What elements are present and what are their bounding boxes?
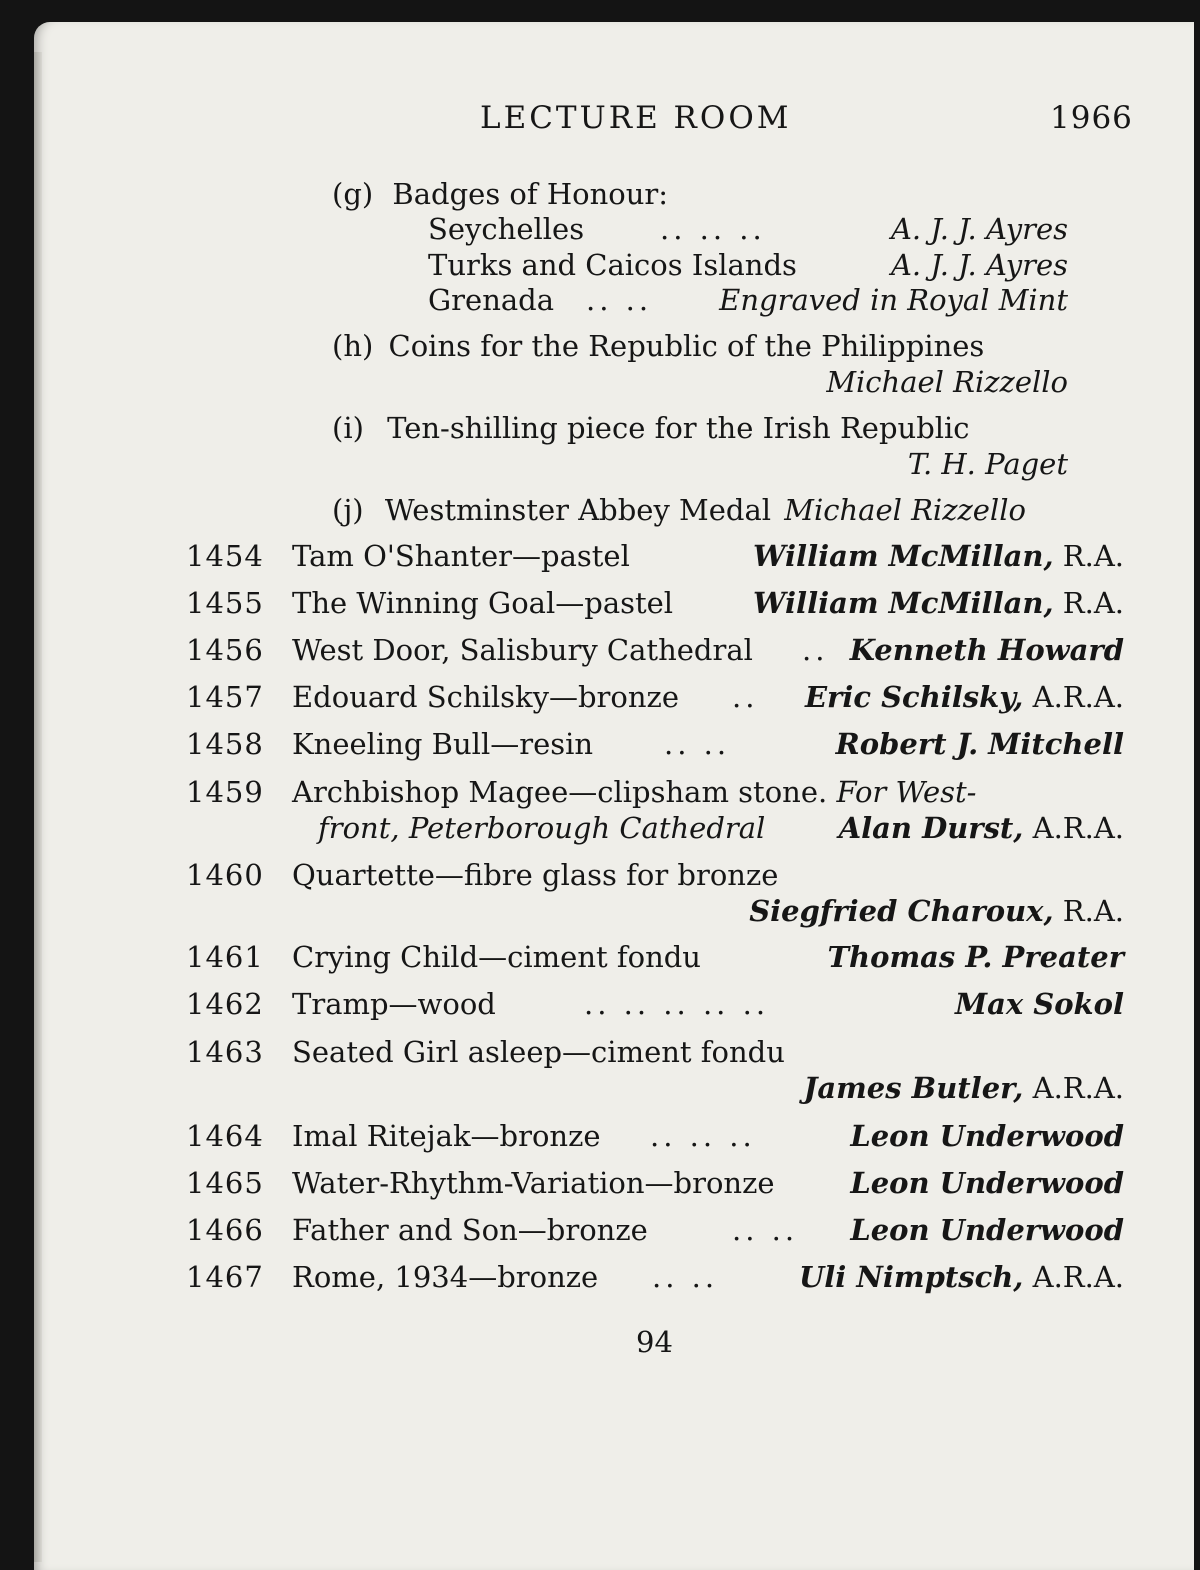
sub-entry-g	[332, 176, 668, 212]
page-year: 1966	[1050, 100, 1133, 136]
leader-dots: .. .. .. .. ..	[584, 987, 770, 1021]
catalogue-entry	[0, 855, 1200, 895]
sub-entry-j	[332, 492, 1026, 528]
artist-name: James Butler,	[803, 1071, 1024, 1105]
entry-artist	[850, 1210, 1124, 1250]
entry-number: 1458	[186, 727, 264, 761]
artist-suffix: A.R.A.	[1023, 680, 1124, 714]
entry-title: Crying Child—ciment fondu	[292, 940, 701, 974]
artist-name: Eric Schilsky,	[804, 680, 1024, 714]
artist-name: Leon Underwood	[850, 1166, 1124, 1200]
sub-entry-label: (j)	[332, 493, 364, 527]
entry-number: 1462	[186, 987, 264, 1021]
entry-number: 1464	[186, 1119, 264, 1153]
entry-number: 1455	[186, 586, 264, 620]
entry-number: 1454	[186, 539, 264, 573]
entry-artist	[799, 1257, 1124, 1297]
badge-item-name: Seychelles	[428, 212, 585, 246]
artist-name: Leon Underwood	[850, 1213, 1124, 1247]
leader-dots: .. .. ..	[660, 212, 766, 246]
entry-artist	[955, 984, 1124, 1024]
leader-dots: .. ..	[586, 283, 653, 317]
sub-entry-label: (g)	[332, 177, 374, 211]
entry-title-text: Archbishop Magee—clipsham stone.	[292, 775, 828, 809]
catalogue-entry-continuation	[0, 808, 1200, 848]
entry-artist	[827, 937, 1124, 977]
entry-title: The Winning Goal—pastel	[292, 586, 674, 620]
badge-item-artist: Engraved in Royal Mint	[719, 283, 1068, 317]
sub-entry-title: Badges of Honour:	[392, 177, 669, 211]
leader-dots: .. ..	[732, 1213, 799, 1247]
catalogue-entry	[0, 1257, 1200, 1297]
artist-suffix: A.R.A.	[1023, 1071, 1124, 1105]
artist-name: Leon Underwood	[850, 1119, 1124, 1153]
entry-title: West Door, Salisbury Cathedral	[292, 633, 753, 667]
artist-suffix: A.R.A.	[1023, 1260, 1124, 1294]
entry-title: Water-Rhythm-Variation—bronze	[292, 1166, 775, 1200]
catalogue-entry	[0, 677, 1200, 717]
entry-title: Tam O'Shanter—pastel	[292, 539, 630, 573]
badge-item-name: Turks and Caicos Islands	[428, 248, 797, 282]
entry-artist	[753, 536, 1124, 576]
sub-entry-title: Coins for the Republic of the Philippines	[388, 329, 985, 363]
entry-title: Father and Son—bronze	[292, 1213, 648, 1247]
leader-dots: ..	[802, 633, 829, 667]
entry-title: Imal Ritejak—bronze	[292, 1119, 601, 1153]
catalogue-entry	[0, 1210, 1200, 1250]
entry-title: Edouard Schilsky—bronze	[292, 680, 679, 714]
entry-number: 1457	[186, 680, 264, 714]
catalogue-entry	[0, 724, 1200, 764]
entry-title: Tramp—wood	[292, 987, 496, 1021]
badge-item-artist: A. J. J. Ayres	[890, 212, 1068, 246]
sub-entry-label: (i)	[332, 411, 364, 445]
artist-suffix: R.A.	[1053, 894, 1124, 928]
sub-entry-h	[332, 328, 984, 364]
sub-entry-artist: Michael Rizzello	[784, 493, 1026, 527]
entry-number: 1466	[186, 1213, 264, 1247]
page-title: LECTURE ROOM	[480, 100, 792, 136]
entry-title: Kneeling Bull—resin	[292, 727, 594, 761]
entry-number: 1465	[186, 1166, 264, 1200]
artist-name: Alan Durst,	[838, 811, 1024, 845]
leader-dots: ..	[732, 680, 759, 714]
sub-entry-title: Westminster Abbey Medal	[384, 493, 772, 527]
artist-name: Uli Nimptsch,	[798, 1260, 1024, 1294]
entry-title: Quartette—fibre glass for bronze	[292, 858, 779, 892]
entry-number: 1459	[186, 775, 264, 809]
artist-suffix: A.R.A.	[1023, 811, 1124, 845]
catalogue-entry-continuation	[0, 1068, 1200, 1108]
catalogue-entry	[0, 1032, 1200, 1072]
entry-note-continued: front, Peterborough Cathedral	[318, 811, 766, 845]
entry-title	[292, 772, 976, 812]
catalogue-entry	[0, 984, 1200, 1024]
sub-entry-i	[332, 410, 970, 446]
entry-number: 1467	[186, 1260, 264, 1294]
entry-artist	[839, 808, 1124, 848]
entry-number: 1456	[186, 633, 264, 667]
catalogue-entry	[0, 583, 1200, 623]
catalogue-entry-continuation	[0, 891, 1200, 931]
artist-name: Thomas P. Preater	[827, 940, 1124, 974]
catalogue-entry	[0, 772, 1200, 812]
sub-entry-title: Ten-shilling piece for the Irish Republic	[387, 411, 970, 445]
entry-artist	[753, 583, 1124, 623]
artist-name: Siegfried Charoux,	[749, 894, 1054, 928]
catalogue-entry	[0, 937, 1200, 977]
artist-name: William McMillan,	[752, 539, 1054, 573]
page-number: 94	[636, 1325, 673, 1359]
sub-entry-artist: Michael Rizzello	[826, 365, 1068, 399]
leader-dots: .. ..	[664, 727, 731, 761]
entry-artist	[836, 724, 1124, 764]
entry-title-note: For West-	[836, 775, 977, 809]
catalogue-entry	[0, 1163, 1200, 1203]
catalogue-entry	[0, 536, 1200, 576]
sub-entry-artist: T. H. Paget	[907, 447, 1068, 481]
artist-suffix: R.A.	[1053, 586, 1124, 620]
entry-title: Rome, 1934—bronze	[292, 1260, 599, 1294]
artist-name: William McMillan,	[752, 586, 1054, 620]
artist-name: Kenneth Howard	[849, 633, 1124, 667]
badge-item-name: Grenada	[428, 283, 555, 317]
entry-artist	[749, 891, 1124, 931]
artist-name: Max Sokol	[954, 987, 1124, 1021]
entry-artist	[850, 1163, 1124, 1203]
entry-number: 1461	[186, 940, 264, 974]
badge-item-artist: A. J. J. Ayres	[890, 248, 1068, 282]
leader-dots: .. ..	[652, 1260, 719, 1294]
entry-artist	[804, 1068, 1124, 1108]
catalogue-entry	[0, 630, 1200, 670]
leader-dots: .. .. ..	[650, 1119, 756, 1153]
entry-number: 1463	[186, 1035, 264, 1069]
entry-number: 1460	[186, 858, 264, 892]
entry-artist	[850, 630, 1124, 670]
sub-entry-label: (h)	[332, 329, 374, 363]
entry-artist	[850, 1116, 1124, 1156]
catalogue-entry	[0, 1116, 1200, 1156]
artist-name: Robert J. Mitchell	[835, 727, 1124, 761]
artist-suffix: R.A.	[1053, 539, 1124, 573]
entry-title: Seated Girl asleep—ciment fondu	[292, 1035, 785, 1069]
entry-artist	[805, 677, 1124, 717]
